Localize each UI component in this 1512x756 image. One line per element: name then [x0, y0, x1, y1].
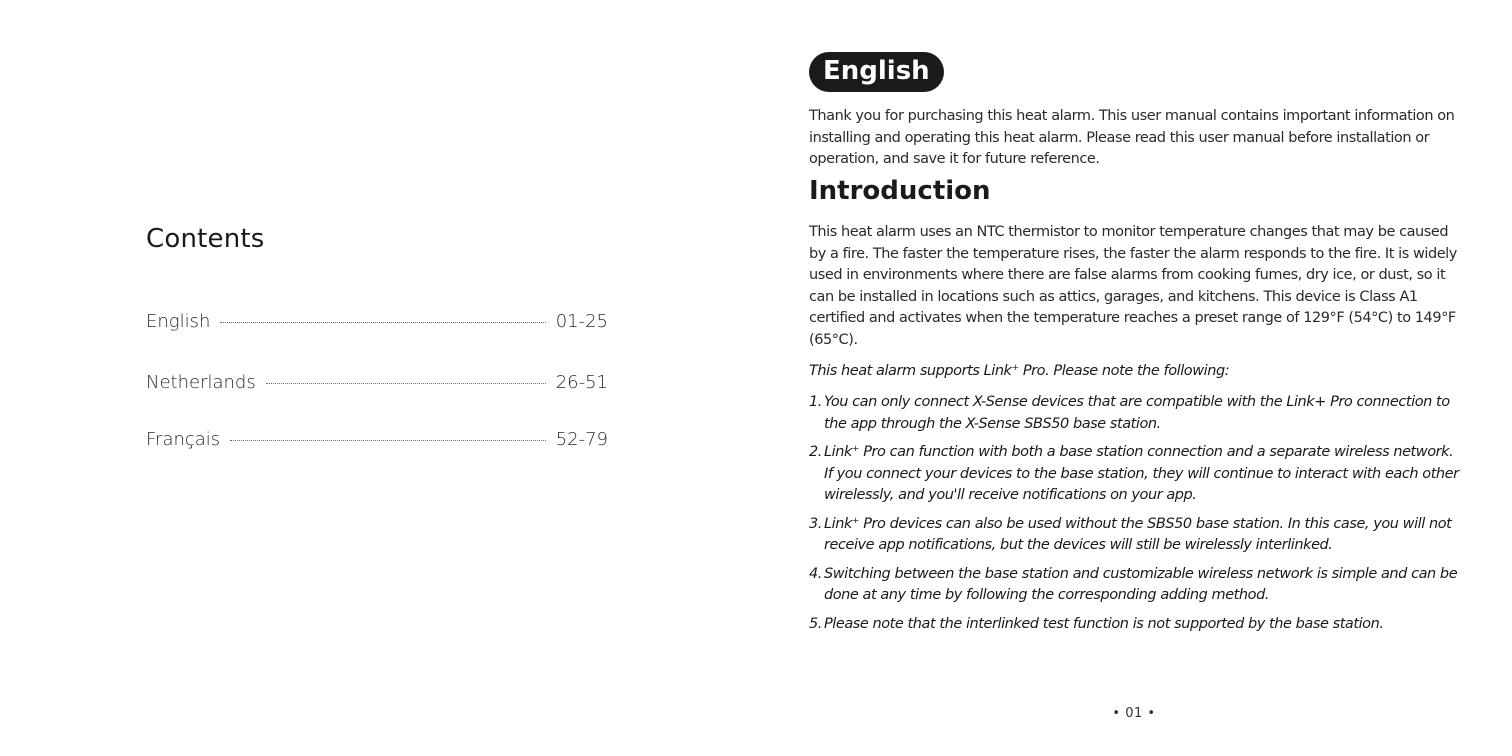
toc-entry-english[interactable]	[146, 311, 608, 332]
note-number: 4.	[809, 565, 822, 582]
introduction-paragraph: This heat alarm uses an NTC thermistor to monitor temperature changes that may be caused by a fire. The faster the temperature rises, the faster the alarm responds to the fire. It is widely used in environments where there are false alarms from cooking fumes, dry ice, or dust, so it can be installed in locations such as attics, garages, and kitchens. This device is Class A1 certified and activates when the temperature reaches a preset range of 129°F (54°C) to 149°F (65°C).	[809, 224, 1457, 348]
note-number: 1.	[809, 394, 822, 410]
toc-leader-dots	[230, 440, 545, 441]
toc-label: Français	[146, 429, 221, 450]
note-text: Link⁺ Pro devices can also be used without the SBS50 base station. In this case, you will not receive app notifications, but the devices will still be wirelessly interlinked.	[824, 515, 1452, 553]
list-item	[809, 514, 1464, 557]
toc-entry-francais[interactable]	[146, 429, 608, 450]
list-item	[809, 392, 1464, 435]
language-badge: English	[809, 52, 944, 92]
thank-you-paragraph: Thank you for purchasing this heat alarm. This user manual contains important information on installing and operating this heat alarm. Please read this user manual before installation or operation, and save it for future reference.	[809, 108, 1455, 167]
right-page	[756, 0, 1512, 756]
note-lead: This heat alarm supports Link⁺ Pro. Please note the following:	[809, 363, 1230, 379]
toc-pages: 52-79	[555, 429, 608, 450]
notes-list	[809, 392, 1464, 642]
list-item	[809, 442, 1464, 507]
toc-leader-dots	[266, 383, 546, 384]
note-text: Please note that the interlinked test function is not supported by the base station.	[824, 615, 1384, 632]
note-text: You can only connect X-Sense devices that are compatible with the Link+ Pro connection to the app through the X-Sense SBS50 base station.	[824, 394, 1450, 432]
toc-label: Netherlands	[146, 372, 256, 393]
toc-leader-dots	[220, 322, 545, 323]
page-number: • 01 •	[1112, 706, 1156, 721]
introduction-heading: Introduction	[809, 176, 991, 206]
list-item	[809, 564, 1464, 607]
note-number: 3.	[809, 515, 822, 532]
toc-pages: 26-51	[555, 372, 608, 393]
note-text: Switching between the base station and customizable wireless network is simple and can be done at any time by following the corresponding adding method.	[824, 565, 1458, 603]
contents-title: Contents	[146, 224, 265, 254]
list-item	[809, 614, 1464, 636]
toc-label: English	[146, 311, 211, 332]
toc-pages: 01-25	[555, 311, 608, 332]
note-text: Link⁺ Pro can function with both a base station connection and a separate wireless network. If you connect your devices to the base station, they will continue to interact with each other wirelessly, and you'll receive notifications on your app.	[824, 444, 1459, 503]
note-number: 5.	[809, 615, 822, 632]
toc-entry-netherlands[interactable]	[146, 372, 608, 393]
note-number: 2.	[809, 444, 822, 460]
